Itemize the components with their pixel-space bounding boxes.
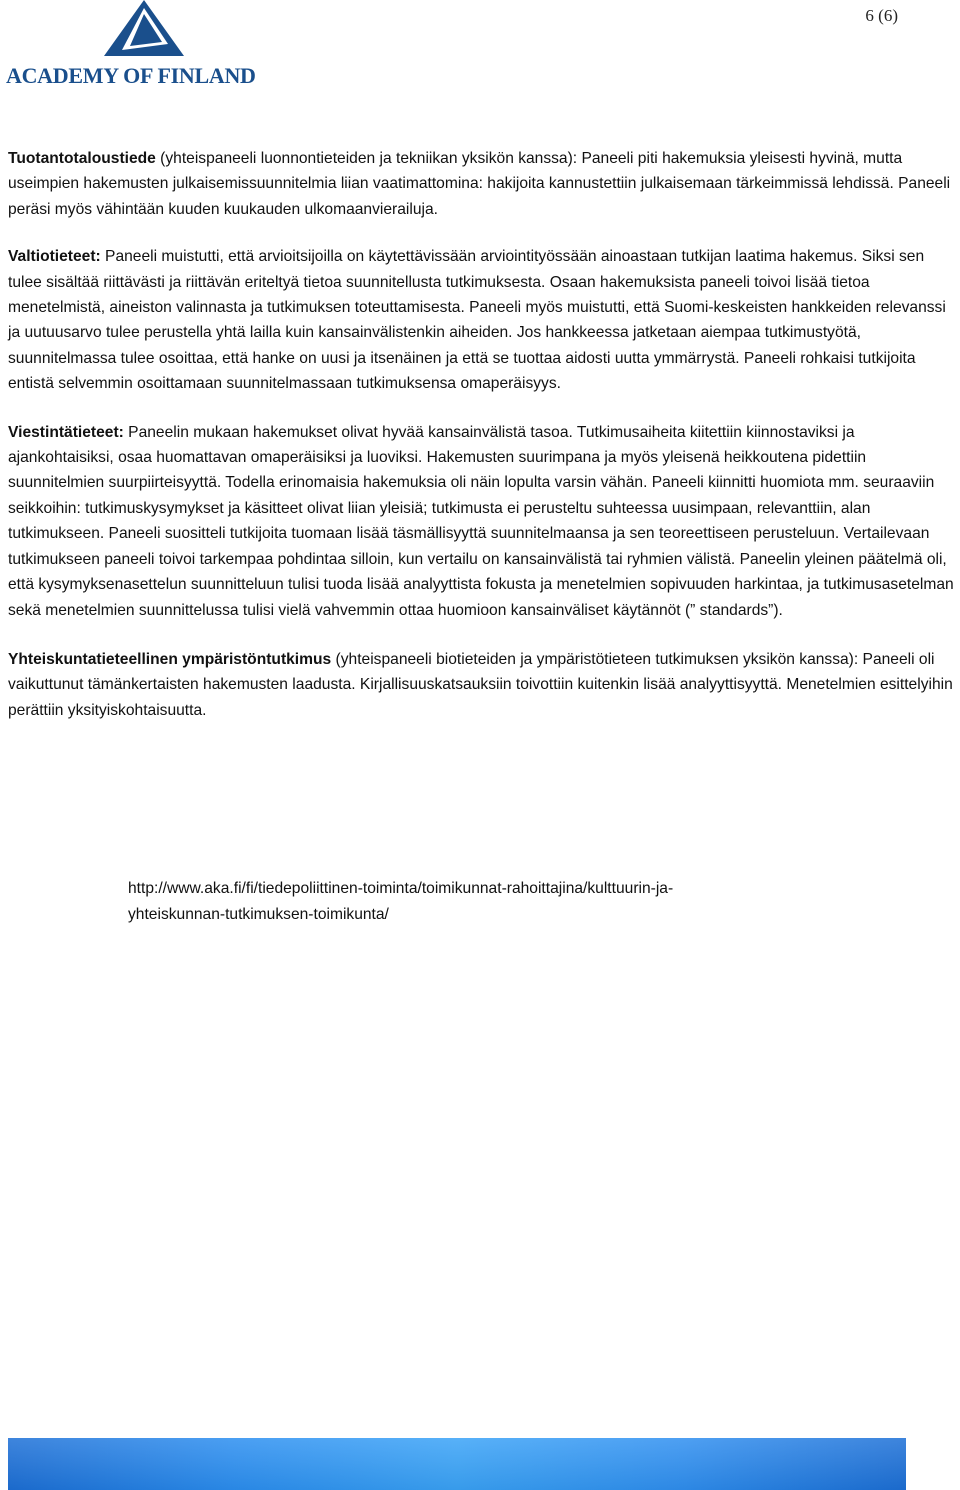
document-body: [8, 146, 956, 723]
link-line-1[interactable]: http://www.aka.fi/fi/tiedepoliittinen-toiminta/toimikunnat-rahoittajina/kulttuurin-ja-: [128, 880, 674, 897]
reference-link[interactable]: [128, 876, 888, 928]
footer-bar: [8, 1438, 906, 1490]
section-heading: Tuotantotaloustiede: [8, 150, 156, 167]
section-heading: Valtiotieteet:: [8, 248, 101, 266]
section-viestintatieteet: [8, 420, 956, 623]
section-valtiotieteet: [8, 244, 956, 396]
section-text: Paneelin mukaan hakemukset olivat hyvää kansainvälistä tasoa. Tutkimusaiheita kiitettiin kiinnostaviksi ja ajankohtaisiksi, osaa huomattavan omaperäisiksi ja luoviksi. Hakemusten suurimpana ja myös yleisenä heikkoutena pidettiin suunnitelmien suurpiirteisyyttä. Todella erinomaisia hakemuksia oli näin lopulta varsin vähän. Paneeli kiinnitti huomiota mm. seuraaviin seikkoihin: tutkimuskysymykset ja käsitteet olivat liian yleisiä; tutkimusta ei perusteltu suhteessa uusimpaan, relevanttiin, alan tutkimukseen. Paneeli suositteli tutkijoita tuomaan lisää täsmällisyyttä suunnitelmaansa ja sen teoreettiseen perusteluun. Vertailevaan tutkimukseen paneeli toivoi tarkempaa pohdintaa silloin, kun vertailu on kansainvälistä tai ryhmien välistä. Paneelin yleinen päätelmä oli, että kysymyksenasettelun suunnitteluun tulisi tuoda lisää analyyttista fokusta ja menetelmien sopivuuden harkintaa, ja tutkimusasetelman sekä menetelmien suunnittelussa tulisi vielä vahvemmin ottaa huomioon kansainväliset käytännöt (” standards”).: [8, 423, 954, 619]
logo-triangle-icon: [104, 0, 184, 58]
logo-text: ACADEMY OF FINLAND: [6, 63, 256, 88]
section-heading: Viestintätieteet:: [8, 423, 124, 441]
section-text: (yhteispaneeli biotieteiden ja ympäristötieteen tutkimuksen yksikön kanssa): Paneeli oli vaikuttunut tämänkertaisten hakemusten laadusta. Kirjallisuuskatsauksiin toivottiin kuitenkin lisää analyyttisyyttä. Menetelmien esittelyihin perättiin yksityiskohtaisuutta.: [8, 650, 953, 719]
link-line-2[interactable]: yhteiskunnan-tutkimuksen-toimikunta/: [128, 906, 389, 923]
academy-of-finland-logo: [6, 0, 274, 90]
page-number: 6 (6): [865, 6, 898, 25]
section-heading: Yhteiskuntatieteellinen ympäristöntutkimus: [8, 650, 332, 668]
section-text: Paneeli muistutti, että arvioitsijoilla on käytettävissään arviointityössään ainoastaan tutkijan laatima hakemus. Siksi sen tulee sisältää riittävästi ja riittävän eriteltyä tietoa suunnitellusta tutkimuksesta. Osaan hakemuksista paneeli toivoi lisää tietoa menetelmistä, aineiston valinnasta ja tutkimuksen toteuttamisesta. Paneeli myös muistutti, että Suomi-keskeisten hankkeiden relevanssi ja uutuusarvo tulee perustella yhtä lailla kuin kansainvälistenkin aiheiden. Jos hankkeessa jatketaan aiempaa tutkimustyötä, suunnitelmassa tulee osoittaa, että hanke on uusi ja itsenäinen ja että se tuottaa aidosti uutta ymmärrystä. Paneeli rohkaisi tutkijoita entistä selvemmin osoittamaan suunnitelmassaan tutkimuksensa omaperäisyys.: [8, 248, 946, 393]
section-tuotantotaloustiede: [8, 146, 956, 222]
section-text: (yhteispaneeli luonnontieteiden ja tekniikan yksikön kanssa): Paneeli piti hakemuksia yleisesti hyvinä, mutta useimpien hakemusten julkaisemissuunnitelmia liian vaatimattomina: hakijoita kannustettiin julkaisemaan tärkeimmissä lehdissä. Paneeli peräsi myös vähintään kuuden kuukauden ulkomaanvierailuja.: [8, 150, 951, 218]
section-ymparistontutkimus: [8, 647, 956, 723]
